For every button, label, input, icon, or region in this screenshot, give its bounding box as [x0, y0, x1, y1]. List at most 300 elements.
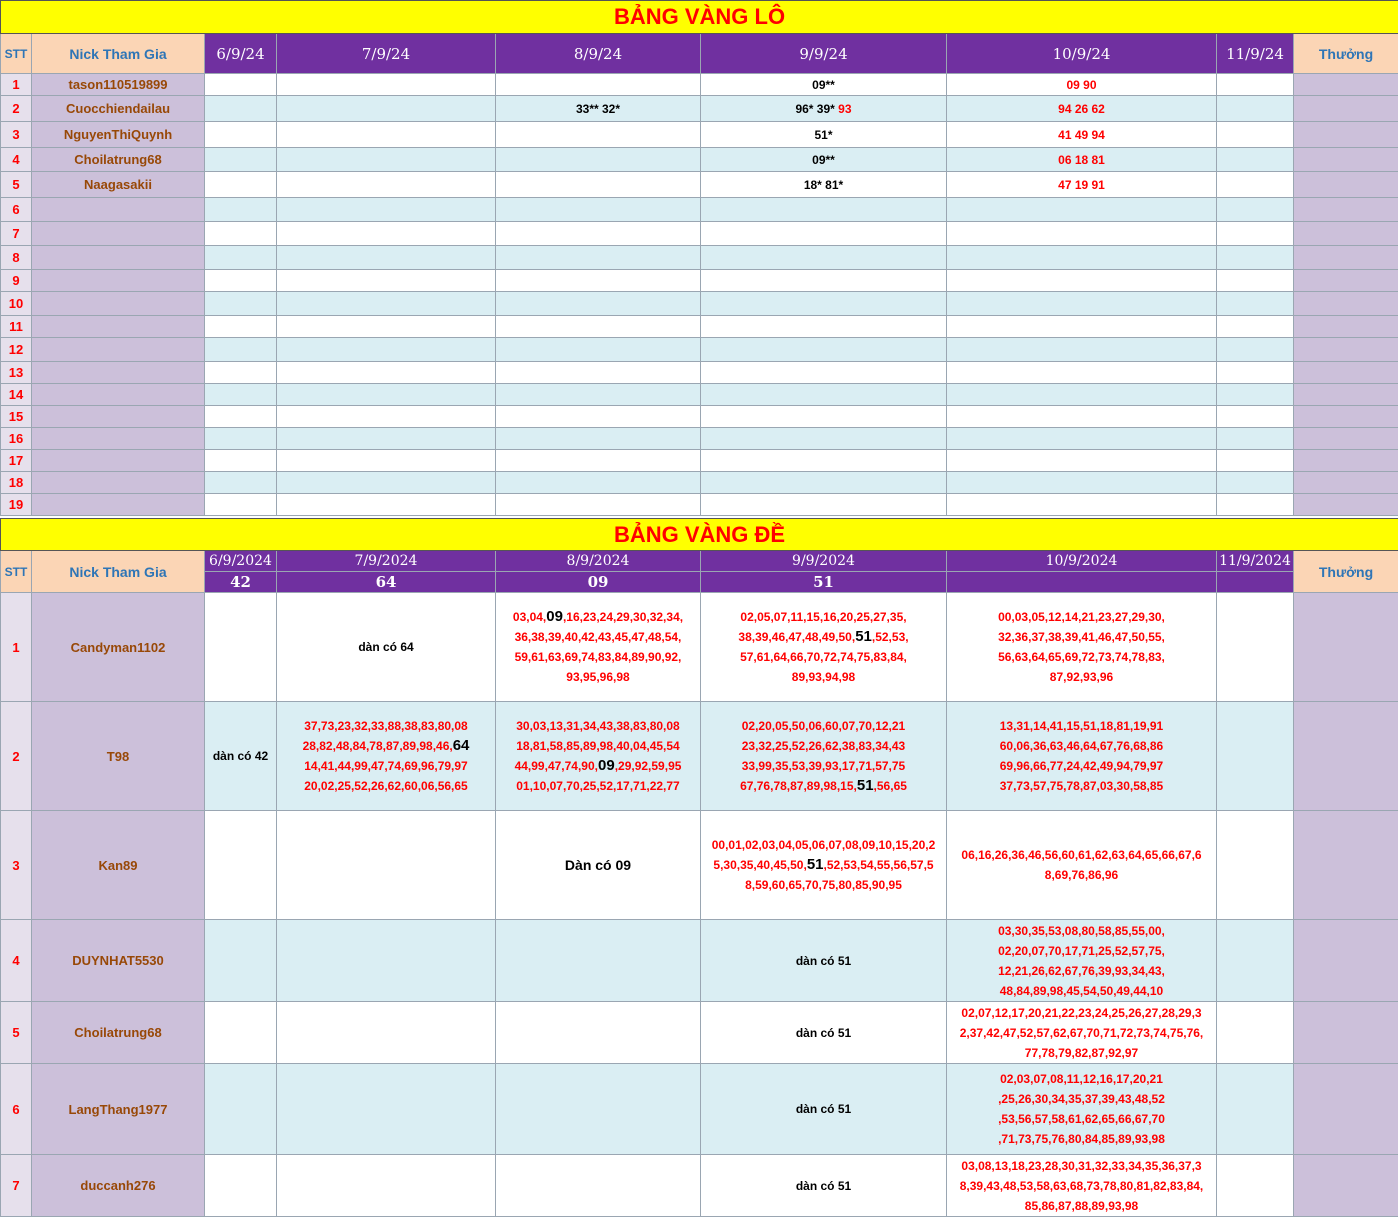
de-hit-number: 51 [856, 777, 874, 794]
lo-cell-11-9 [1217, 74, 1294, 96]
de-cell-d11 [1217, 1002, 1294, 1064]
lo-cell-8-9 [496, 122, 701, 148]
lo-cell-6-9 [205, 270, 277, 292]
de-cell-d11 [1217, 811, 1294, 920]
lo-nick [32, 428, 205, 450]
lo-award [1294, 316, 1398, 338]
de-hit-number: 09 [598, 757, 615, 774]
de-number-list: 03,08,13,18,23,28,30,31,32,33,34,35,36,37,3 8,39,43,48,53,58,63,68,73,78,80,81,82,83,84, 85,86,87,88,89,93,98 [959, 1158, 1204, 1213]
de-cell-d10 [947, 811, 1217, 920]
de-stt: 5 [1, 1002, 32, 1064]
lo-nick [32, 222, 205, 246]
de-number-list: 02,07,12,17,20,21,22,23,24,25,26,27,28,29,3 2,37,42,47,52,57,62,67,70,71,72,73,74,75,76, 77,78,79,82,87,92,97 [959, 1005, 1204, 1060]
lo-cell-8-9 [496, 362, 701, 384]
lo-cell-7-9 [277, 450, 496, 472]
de-nick: LangThang1977 [32, 1064, 205, 1155]
lo-nick [32, 198, 205, 222]
de-header-date: 8/9/2024 [496, 551, 701, 572]
lo-cell-9-9 [701, 338, 947, 362]
lo-cell-7-9 [277, 148, 496, 172]
lo-cell-11-9 [1217, 270, 1294, 292]
lo-stt: 2 [1, 96, 32, 122]
de-cell-d8 [496, 593, 701, 702]
de-number-list: ,56,65 [873, 779, 907, 793]
lo-cell-6-9 [205, 494, 277, 516]
lo-stt: 12 [1, 338, 32, 362]
lo-cell-6-9 [205, 172, 277, 198]
lo-cell-7-9 [277, 362, 496, 384]
lo-row [1, 198, 1398, 222]
de-cell-d9: dàn có 51 [701, 920, 947, 1002]
lo-stt: 17 [1, 450, 32, 472]
lo-header-nick: Nick Tham Gia [32, 34, 205, 74]
de-cell-d11 [1217, 1155, 1294, 1217]
lo-cell-9-9 [701, 362, 947, 384]
lo-cell-11-9 [1217, 406, 1294, 428]
lo-cell-10-9 [947, 472, 1217, 494]
lo-cell-11-9 [1217, 428, 1294, 450]
lo-cell-8-9 [496, 338, 701, 362]
lo-cell-9-9 [701, 316, 947, 338]
lo-cell-8-9 [496, 384, 701, 406]
lo-header-date: 11/9/24 [1217, 34, 1294, 74]
lo-nick [32, 338, 205, 362]
lo-hit: 93 [838, 101, 852, 116]
de-award [1294, 702, 1398, 811]
de-number-list: ,52,53, 57,61,64,66,70,72,74,75,83,84, 89,93,94,98 [740, 630, 909, 684]
lo-nick [32, 246, 205, 270]
lo-row [1, 472, 1398, 494]
lo-cell-6-9 [205, 96, 277, 122]
de-row [1, 593, 1398, 702]
lo-cell-8-9 [496, 472, 701, 494]
lo-nick [32, 450, 205, 472]
de-stt: 6 [1, 1064, 32, 1155]
lo-cell-10-9: 47 19 91 [947, 172, 1217, 198]
lo-stt: 3 [1, 122, 32, 148]
lo-cell-9-9 [701, 292, 947, 316]
de-cell-d10 [947, 920, 1217, 1002]
de-cell-d6 [205, 593, 277, 702]
lo-cell-9-9 [701, 494, 947, 516]
lo-row [1, 74, 1398, 96]
de-row [1, 1064, 1398, 1155]
de-cell-d8 [496, 702, 701, 811]
de-row [1, 1002, 1398, 1064]
lo-cell-11-9 [1217, 148, 1294, 172]
lo-nick: Naagasakii [32, 172, 205, 198]
lo-cell-6-9 [205, 338, 277, 362]
lo-cell-7-9 [277, 122, 496, 148]
de-number-list: 37,73,23,32,33,88,38,83,80,08 28,82,48,84,78,87,89,98,46, [302, 719, 468, 753]
lo-cell-8-9 [496, 428, 701, 450]
lo-cell-6-9 [205, 222, 277, 246]
lo-cell-10-9: 06 18 81 [947, 148, 1217, 172]
lo-row [1, 148, 1398, 172]
de-award [1294, 811, 1398, 920]
lo-cell-11-9 [1217, 122, 1294, 148]
lo-cell-8-9 [496, 292, 701, 316]
lo-row [1, 270, 1398, 292]
de-result [947, 572, 1217, 593]
lo-cell-7-9 [277, 172, 496, 198]
lo-cell-7-9 [277, 472, 496, 494]
lo-cell-7-9 [277, 316, 496, 338]
de-nick: duccanh276 [32, 1155, 205, 1217]
de-hit-number: 51 [806, 856, 824, 873]
de-number-list: 13,31,14,41,15,51,18,81,19,91 60,06,36,63,46,64,67,76,68,86 69,96,66,77,24,42,49,94,79,97 37,73,57,75,78,87,03,30,58,85 [999, 719, 1164, 793]
lo-title: BẢNG VÀNG LÔ [1, 1, 1398, 34]
lo-cell-8-9 [496, 198, 701, 222]
lo-stt: 15 [1, 406, 32, 428]
lo-cell-11-9 [1217, 362, 1294, 384]
de-result [1217, 572, 1294, 593]
lo-cell-8-9 [496, 270, 701, 292]
lo-cell-6-9 [205, 246, 277, 270]
de-cell-d11 [1217, 1064, 1294, 1155]
lo-nick [32, 316, 205, 338]
lo-nick [32, 472, 205, 494]
de-number-list: 03,04, [512, 610, 547, 624]
lo-pick: 09** [812, 152, 835, 167]
de-hit-number: 09 [546, 608, 563, 625]
lo-pick: 96* 39* [795, 101, 835, 116]
lo-award [1294, 198, 1398, 222]
de-award [1294, 1002, 1398, 1064]
lo-cell-9-9 [701, 148, 947, 172]
lo-cell-7-9 [277, 406, 496, 428]
de-cell-d9 [701, 702, 947, 811]
de-nick: DUYNHAT5530 [32, 920, 205, 1002]
de-title: BẢNG VÀNG ĐỀ [1, 519, 1398, 551]
lo-cell-9-9 [701, 270, 947, 292]
lo-cell-8-9 [496, 222, 701, 246]
de-number-list: 06,16,26,36,46,56,60,61,62,63,64,65,66,67,6 8,69,76,86,96 [961, 848, 1202, 882]
lo-cell-7-9 [277, 270, 496, 292]
de-header-nick: Nick Tham Gia [32, 551, 205, 593]
lo-nick [32, 292, 205, 316]
lo-cell-10-9 [947, 292, 1217, 316]
lo-cell-9-9 [701, 472, 947, 494]
lo-cell-6-9 [205, 362, 277, 384]
lo-cell-9-9 [701, 74, 947, 96]
de-result: 51 [701, 572, 947, 593]
lo-cell-8-9: 33** 32* [496, 96, 701, 122]
lo-nick: tason110519899 [32, 74, 205, 96]
lo-stt: 5 [1, 172, 32, 198]
lo-cell-10-9 [947, 270, 1217, 292]
de-award [1294, 593, 1398, 702]
lo-cell-11-9 [1217, 494, 1294, 516]
lo-cell-11-9 [1217, 96, 1294, 122]
de-cell-d7 [277, 1064, 496, 1155]
lo-nick: NguyenThiQuynh [32, 122, 205, 148]
lo-cell-11-9 [1217, 172, 1294, 198]
lo-row [1, 338, 1398, 362]
lo-award [1294, 172, 1398, 198]
de-cell-d8: Dàn có 09 [496, 811, 701, 920]
lo-award [1294, 122, 1398, 148]
de-cell-d9 [701, 593, 947, 702]
de-nick: Choilatrung68 [32, 1002, 205, 1064]
lo-row [1, 494, 1398, 516]
lo-cell-9-9 [701, 246, 947, 270]
lo-cell-7-9 [277, 74, 496, 96]
lo-header-date: 6/9/24 [205, 34, 277, 74]
lo-row [1, 450, 1398, 472]
lo-cell-10-9 [947, 246, 1217, 270]
lo-award [1294, 96, 1398, 122]
de-cell-d10 [947, 1002, 1217, 1064]
lo-cell-11-9 [1217, 222, 1294, 246]
de-header-date: 9/9/2024 [701, 551, 947, 572]
de-cell-d6 [205, 1002, 277, 1064]
lo-header-award: Thưởng [1294, 34, 1398, 74]
lo-cell-9-9 [701, 198, 947, 222]
lo-cell-8-9 [496, 406, 701, 428]
de-table [0, 518, 1398, 1217]
lo-cell-11-9 [1217, 338, 1294, 362]
lo-cell-6-9 [205, 148, 277, 172]
lo-stt: 1 [1, 74, 32, 96]
lo-cell-10-9 [947, 316, 1217, 338]
de-row [1, 702, 1398, 811]
de-cell-d7 [277, 1155, 496, 1217]
lo-nick [32, 384, 205, 406]
lo-cell-11-9 [1217, 384, 1294, 406]
lo-stt: 9 [1, 270, 32, 292]
lo-cell-10-9 [947, 428, 1217, 450]
lo-cell-8-9 [496, 494, 701, 516]
lo-cell-11-9 [1217, 246, 1294, 270]
lo-cell-10-9 [947, 494, 1217, 516]
lo-pick: 18* 81* [803, 177, 844, 192]
de-cell-d6: dàn có 42 [205, 702, 277, 811]
lo-header-date: 10/9/24 [947, 34, 1217, 74]
lo-stt: 11 [1, 316, 32, 338]
de-result: 64 [277, 572, 496, 593]
de-cell-d11 [1217, 920, 1294, 1002]
lo-nick: Cuocchiendailau [32, 96, 205, 122]
lo-award [1294, 384, 1398, 406]
de-cell-d9: dàn có 51 [701, 1155, 947, 1217]
de-header-stt: STT [1, 551, 32, 593]
lo-nick [32, 406, 205, 428]
de-number-list: ,52,53,54,55,56,57,5 8,59,60,65,70,75,80,85,90,95 [745, 858, 934, 892]
lo-cell-6-9 [205, 74, 277, 96]
de-number-list: 30,03,13,31,34,43,38,83,80,08 18,81,58,85,89,98,40,04,45,54 44,99,47,74,90, [514, 719, 680, 773]
lo-award [1294, 406, 1398, 428]
lo-nick [32, 270, 205, 292]
lo-cell-7-9 [277, 384, 496, 406]
lo-award [1294, 472, 1398, 494]
de-hit-number: 64 [452, 737, 470, 754]
de-header-date: 6/9/2024 [205, 551, 277, 572]
lo-cell-6-9 [205, 122, 277, 148]
de-result: 09 [496, 572, 701, 593]
de-hit-number: 51 [855, 628, 872, 645]
lo-row [1, 362, 1398, 384]
lo-cell-9-9 [701, 96, 947, 122]
lo-cell-10-9 [947, 362, 1217, 384]
lo-cell-6-9 [205, 472, 277, 494]
lo-cell-8-9 [496, 74, 701, 96]
de-cell-d10 [947, 593, 1217, 702]
lo-row [1, 316, 1398, 338]
lo-cell-8-9 [496, 246, 701, 270]
de-nick: T98 [32, 702, 205, 811]
lo-table [0, 0, 1398, 516]
de-cell-d10 [947, 702, 1217, 811]
de-cell-d6 [205, 920, 277, 1002]
de-cell-d8 [496, 920, 701, 1002]
de-stt: 2 [1, 702, 32, 811]
de-row [1, 920, 1398, 1002]
lo-header-date: 9/9/24 [701, 34, 947, 74]
lo-cell-9-9 [701, 450, 947, 472]
lo-row [1, 222, 1398, 246]
lo-cell-10-9: 41 49 94 [947, 122, 1217, 148]
lo-row [1, 246, 1398, 270]
de-cell-d7 [277, 811, 496, 920]
de-number-list: 00,03,05,12,14,21,23,27,29,30, 32,36,37,38,39,41,46,47,50,55, 56,63,64,65,69,72,73,74,78,83, 87,92,93,96 [998, 610, 1165, 684]
de-stt: 1 [1, 593, 32, 702]
lo-cell-10-9 [947, 450, 1217, 472]
lo-cell-7-9 [277, 198, 496, 222]
lo-cell-9-9 [701, 222, 947, 246]
de-stt: 4 [1, 920, 32, 1002]
lo-row [1, 292, 1398, 316]
lo-stt: 7 [1, 222, 32, 246]
lo-header-stt: STT [1, 34, 32, 74]
de-nick: Candyman1102 [32, 593, 205, 702]
de-cell-d11 [1217, 702, 1294, 811]
de-header-date: 11/9/2024 [1217, 551, 1294, 572]
de-cell-d6 [205, 1155, 277, 1217]
de-row [1, 1155, 1398, 1217]
lo-cell-11-9 [1217, 450, 1294, 472]
lo-award [1294, 270, 1398, 292]
lo-stt: 14 [1, 384, 32, 406]
lo-cell-10-9 [947, 384, 1217, 406]
lo-cell-9-9 [701, 428, 947, 450]
lo-cell-10-9 [947, 222, 1217, 246]
de-header-date: 10/9/2024 [947, 551, 1217, 572]
lo-award [1294, 74, 1398, 96]
lo-cell-10-9: 09 90 [947, 74, 1217, 96]
de-cell-d11 [1217, 593, 1294, 702]
de-cell-d6 [205, 1064, 277, 1155]
lo-pick: 51* [814, 127, 833, 142]
lo-row [1, 172, 1398, 198]
lo-cell-11-9 [1217, 198, 1294, 222]
lo-pick: 09** [812, 77, 835, 92]
lo-award [1294, 494, 1398, 516]
de-row [1, 811, 1398, 920]
lo-stt: 16 [1, 428, 32, 450]
lo-cell-7-9 [277, 292, 496, 316]
lo-cell-7-9 [277, 494, 496, 516]
de-cell-d10 [947, 1155, 1217, 1217]
lo-cell-10-9 [947, 198, 1217, 222]
de-header-award: Thưởng [1294, 551, 1398, 593]
de-cell-d6 [205, 811, 277, 920]
lo-cell-9-9 [701, 384, 947, 406]
lo-row [1, 428, 1398, 450]
lo-nick [32, 494, 205, 516]
lo-stt: 6 [1, 198, 32, 222]
de-header-date: 7/9/2024 [277, 551, 496, 572]
de-number-list: 02,03,07,08,11,12,16,17,20,21 ,25,26,30,34,35,37,39,43,48,52 ,53,56,57,58,61,62,65,66,67,70 ,71,73,75,76,80,84,85,89,93,98 [998, 1072, 1165, 1146]
lo-cell-6-9 [205, 406, 277, 428]
lo-award [1294, 428, 1398, 450]
de-cell-d8 [496, 1155, 701, 1217]
de-cell-d10 [947, 1064, 1217, 1155]
lo-nick [32, 362, 205, 384]
lo-cell-7-9 [277, 222, 496, 246]
lo-cell-7-9 [277, 246, 496, 270]
lo-header-date: 7/9/24 [277, 34, 496, 74]
lo-stt: 4 [1, 148, 32, 172]
lo-cell-11-9 [1217, 292, 1294, 316]
lo-award [1294, 148, 1398, 172]
lo-cell-9-9 [701, 406, 947, 428]
lo-stt: 19 [1, 494, 32, 516]
lo-cell-8-9 [496, 316, 701, 338]
lo-cell-6-9 [205, 384, 277, 406]
de-number-list: 14,41,44,99,47,74,69,96,79,97 20,02,25,52,26,62,60,06,56,65 [304, 759, 468, 793]
lo-award [1294, 222, 1398, 246]
lo-cell-6-9 [205, 292, 277, 316]
lo-row [1, 96, 1398, 122]
lo-stt: 8 [1, 246, 32, 270]
de-number-list: ,29,92,59,95 01,10,07,70,25,52,17,71,22,77 [516, 759, 682, 793]
lo-nick: Choilatrung68 [32, 148, 205, 172]
de-number-list: 02,05,07,11,15,16,20,25,27,35, 38,39,46,47,48,49,50, [738, 610, 907, 644]
de-cell-d9: dàn có 51 [701, 1002, 947, 1064]
de-cell-d8 [496, 1002, 701, 1064]
lo-cell-10-9 [947, 406, 1217, 428]
de-number-list: 03,30,35,53,08,80,58,85,55,00, 02,20,07,70,17,71,25,52,57,75, 12,21,26,62,67,76,39,93,34,43, 48,84,89,98,45,54,50,49,44,10 [998, 923, 1165, 998]
lo-cell-8-9 [496, 172, 701, 198]
lo-row [1, 406, 1398, 428]
lo-cell-7-9 [277, 96, 496, 122]
lo-cell-9-9 [701, 122, 947, 148]
de-number-list: ,16,23,24,29,30,32,34, 36,38,39,40,42,43,45,47,48,54, 59,61,63,69,74,83,84,89,90,92, 93,95,96,98 [514, 610, 684, 684]
de-stt: 7 [1, 1155, 32, 1217]
lo-stt: 10 [1, 292, 32, 316]
lo-cell-11-9 [1217, 316, 1294, 338]
lo-cell-8-9 [496, 148, 701, 172]
de-number-list: 00,01,02,03,04,05,06,07,08,09,10,15,20,2 5,30,35,40,45,50, [711, 838, 936, 872]
lo-award [1294, 362, 1398, 384]
de-award [1294, 1064, 1398, 1155]
lo-award [1294, 338, 1398, 362]
de-number-list: 02,20,05,50,06,60,07,70,12,21 23,32,25,52,26,62,38,83,34,43 33,99,35,53,39,93,17,71,57,75 67,76,78,87,89,98,15, [740, 719, 906, 793]
lo-row [1, 384, 1398, 406]
de-cell-d7 [277, 1002, 496, 1064]
lo-cell-7-9 [277, 428, 496, 450]
de-cell-d7: dàn có 64 [277, 593, 496, 702]
lo-cell-6-9 [205, 450, 277, 472]
lo-header-date: 8/9/24 [496, 34, 701, 74]
de-cell-d7 [277, 702, 496, 811]
de-cell-d8 [496, 1064, 701, 1155]
lo-award [1294, 246, 1398, 270]
de-nick: Kan89 [32, 811, 205, 920]
de-cell-d7 [277, 920, 496, 1002]
lo-cell-11-9 [1217, 472, 1294, 494]
